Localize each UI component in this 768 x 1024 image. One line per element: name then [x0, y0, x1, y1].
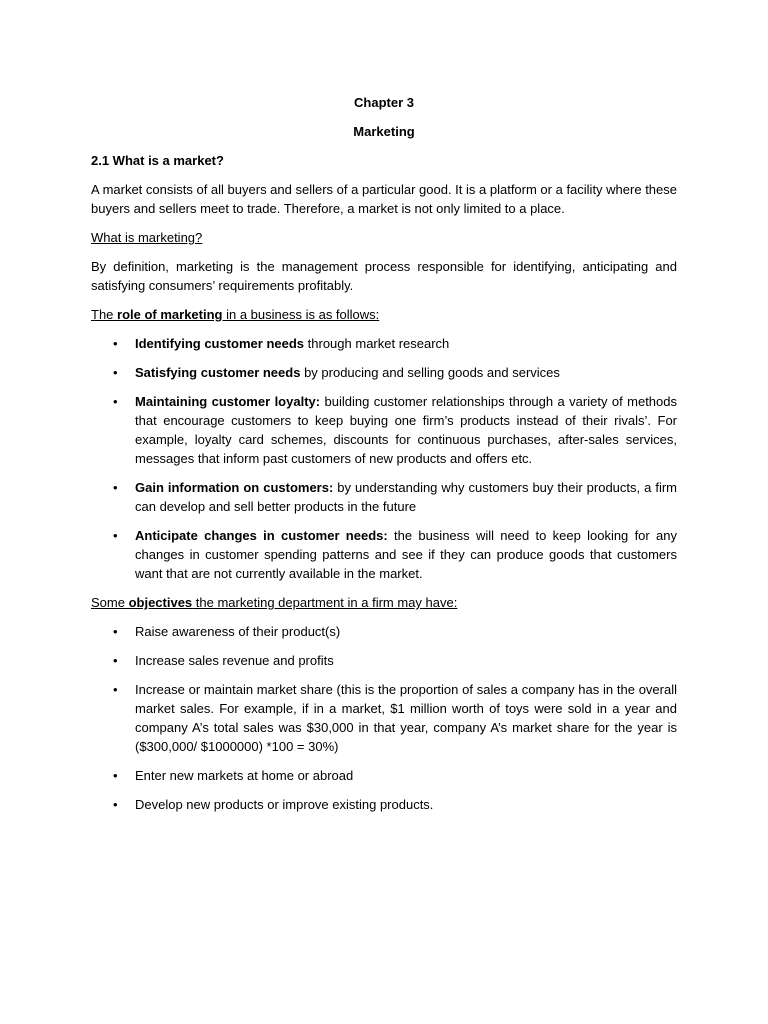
- bullet-icon: •: [113, 768, 118, 783]
- page-title: Marketing: [353, 124, 415, 139]
- role-list: [91, 334, 677, 583]
- bullet-icon: •: [113, 797, 118, 812]
- list-item-text: Raise awareness of their product(s): [135, 624, 341, 639]
- objectives-intro-suffix: the marketing department in a firm may have:: [192, 595, 458, 610]
- list-item-text: Increase sales revenue and profits: [135, 653, 334, 668]
- market-definition-paragraph: A market consists of all buyers and sellers of a particular good. It is a platform or a facility where these buyers and sellers meet to trade. Therefore, a market is not only limited to a place.: [91, 182, 677, 216]
- role-intro: [91, 305, 677, 324]
- list-item-text: Enter new markets at home or abroad: [135, 768, 354, 783]
- list-item-bold: Gain information on customers:: [135, 480, 334, 495]
- bullet-icon: •: [113, 480, 118, 495]
- bullet-icon: •: [113, 365, 118, 380]
- role-intro-suffix: in a business is as follows:: [222, 307, 380, 322]
- bullet-icon: •: [113, 624, 118, 639]
- list-item: [91, 478, 677, 516]
- list-item-text: through market research: [304, 336, 450, 351]
- list-item-text: Increase or maintain market share (this is the proportion of sales a company has in the overall market sales. For example, if in a market, $1 million worth of toys were sold in a year and company A’s total sales was $30,000 in that year, company A’s market share for the year is ($300,000/ $1000000) *100 = 30%): [135, 682, 677, 754]
- list-item: [91, 795, 677, 814]
- bullet-icon: •: [113, 653, 118, 668]
- list-item-bold: Satisfying customer needs: [135, 365, 301, 380]
- marketing-definition-paragraph: By definition, marketing is the management process responsible for identifying, anticipating and satisfying consumers’ requirements profitably.: [91, 259, 677, 293]
- list-item: [91, 392, 677, 468]
- objectives-intro: [91, 593, 677, 612]
- list-item-bold: Identifying customer needs: [135, 336, 305, 351]
- list-item: [91, 334, 677, 353]
- bullet-icon: •: [113, 682, 118, 697]
- marketing-heading-text: What is marketing?: [91, 230, 203, 245]
- objectives-intro-bold: objectives: [128, 595, 193, 610]
- role-intro-prefix: The: [91, 307, 118, 322]
- objectives-list: [91, 622, 677, 814]
- objectives-intro-prefix: Some: [91, 595, 129, 610]
- bullet-icon: •: [113, 394, 118, 409]
- chapter-label: Chapter 3: [354, 95, 414, 110]
- list-item-text: Develop new products or improve existing products.: [135, 797, 434, 812]
- role-intro-bold: role of marketing: [117, 307, 223, 322]
- list-item: [91, 766, 677, 785]
- list-item-bold: Anticipate changes in customer needs:: [135, 528, 388, 543]
- list-item-text: by producing and selling goods and services: [300, 365, 560, 380]
- list-item: [91, 622, 677, 641]
- list-item: [91, 651, 677, 670]
- section-heading: 2.1 What is a market?: [91, 153, 224, 168]
- list-item: [91, 680, 677, 756]
- list-item-text: by understanding why customers buy their products, a firm can develop and sell better products in the future: [135, 480, 677, 514]
- list-item-text: building customer relationships through a variety of methods that encourage customers to keep buying one firm’s products instead of their rivals’. For example, loyalty card schemes, discounts for continuous purchases, after-sales services, messages that inform past customers of new products and offers etc.: [135, 394, 677, 466]
- list-item: [91, 363, 677, 382]
- bullet-icon: •: [113, 336, 118, 351]
- marketing-heading: [91, 228, 677, 247]
- list-item-text: the business will need to keep looking for any changes in customer spending patterns and see if they can produce goods that customers want that are not currently available in the market.: [135, 528, 677, 581]
- list-item: [91, 526, 677, 583]
- list-item-bold: Maintaining customer loyalty:: [135, 394, 321, 409]
- bullet-icon: •: [113, 528, 118, 543]
